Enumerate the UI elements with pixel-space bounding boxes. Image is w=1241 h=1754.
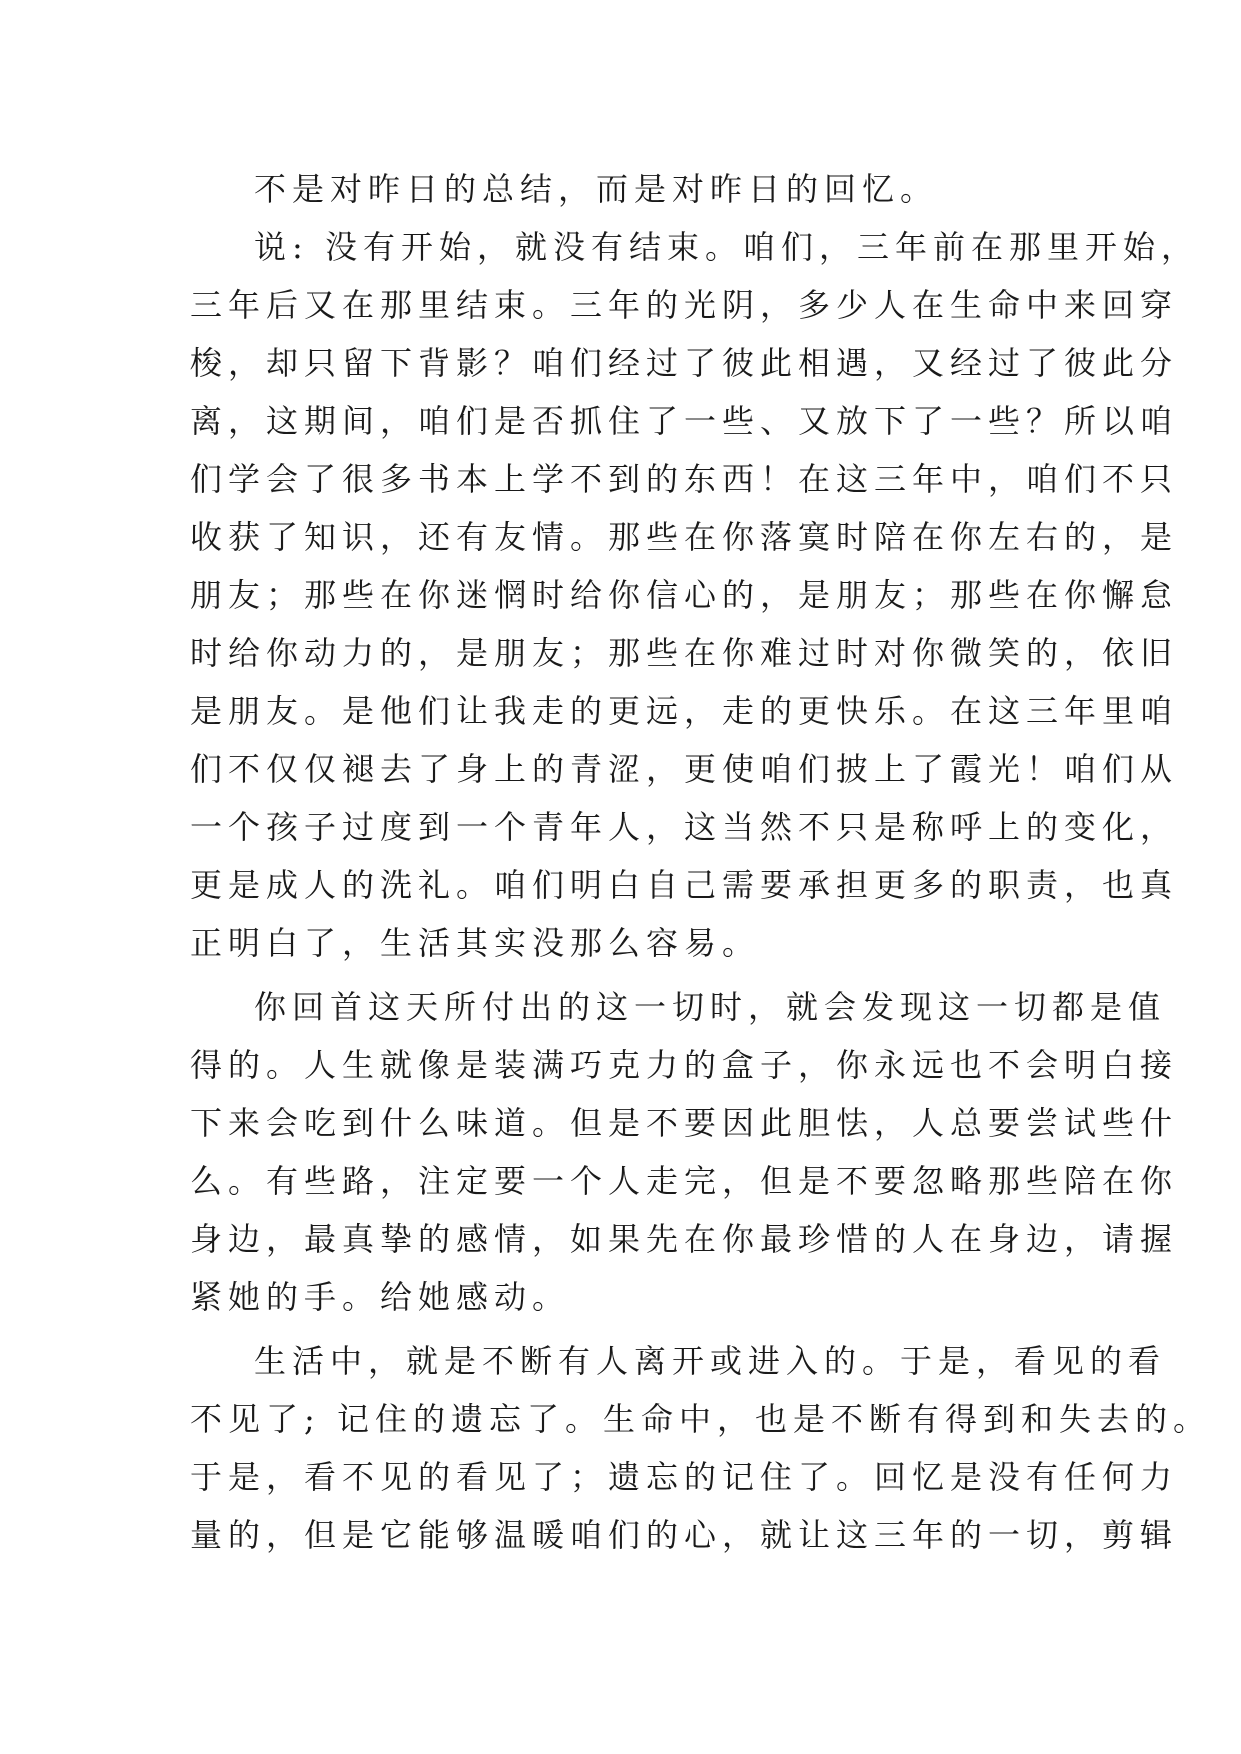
paragraph-line: 正明白了，生活其实没那么容易。 <box>190 924 761 962</box>
paragraph-line: 你回首这天所付出的这一切时，就会发现这一切都是值 <box>254 988 1167 1026</box>
paragraph-line: 么。有些路，注定要一个人走完，但是不要忽略那些陪在你 <box>190 1162 1179 1200</box>
paragraph-line: 一个孩子过度到一个青年人，这当然不只是称呼上的变化， <box>190 808 1179 846</box>
paragraph-line: 更是成人的洗礼。咱们明白自己需要承担更多的职责，也真 <box>190 866 1179 904</box>
paragraph-line: 时给你动力的，是朋友；那些在你难过时对你微笑的，依旧 <box>190 634 1179 672</box>
paragraph-line: 们不仅仅褪去了身上的青涩，更使咱们披上了霞光！咱们从 <box>190 750 1179 788</box>
paragraph-line: 紧她的手。给她感动。 <box>190 1278 571 1316</box>
paragraph-line: 是朋友。是他们让我走的更远，走的更快乐。在这三年里咱 <box>190 692 1179 730</box>
paragraph-line: 收获了知识，还有友情。那些在你落寞时陪在你左右的，是 <box>190 518 1179 556</box>
paragraph-line: 离，这期间，咱们是否抓住了一些、又放下了一些？所以咱 <box>190 402 1179 440</box>
paragraph-line: 说: 没有开始，就没有结束。咱们，三年前在那里开始， <box>254 228 1199 266</box>
paragraph-line: 不是对昨日的总结，而是对昨日的回忆。 <box>254 170 939 208</box>
paragraph-line: 身边，最真挚的感情，如果先在你最珍惜的人在身边，请握 <box>190 1220 1179 1258</box>
paragraph-line: 朋友；那些在你迷惘时给你信心的，是朋友；那些在你懈怠 <box>190 576 1179 614</box>
paragraph-line: 得的。人生就像是装满巧克力的盒子，你永远也不会明白接 <box>190 1046 1179 1084</box>
document-body <box>190 160 1211 1564</box>
paragraph-line: 量的，但是它能够温暖咱们的心，就让这三年的一切，剪辑 <box>190 1516 1179 1554</box>
paragraph-line: 下来会吃到什么味道。但是不要因此胆怯，人总要尝试些什 <box>190 1104 1179 1142</box>
paragraph-line: 梭，却只留下背影？咱们经过了彼此相遇，又经过了彼此分 <box>190 344 1179 382</box>
paragraph-line: 不见了; 记住的遗忘了。生命中，也是不断有得到和失去的。 <box>190 1400 1211 1438</box>
paragraph-line: 于是，看不见的看见了；遗忘的记住了。回忆是没有任何力 <box>190 1458 1179 1496</box>
paragraph-line: 生活中，就是不断有人离开或进入的。于是，看见的看 <box>254 1342 1167 1380</box>
paragraph-line: 三年后又在那里结束。三年的光阴，多少人在生命中来回穿 <box>190 286 1179 324</box>
paragraph-line: 们学会了很多书本上学不到的东西！在这三年中，咱们不只 <box>190 460 1179 498</box>
